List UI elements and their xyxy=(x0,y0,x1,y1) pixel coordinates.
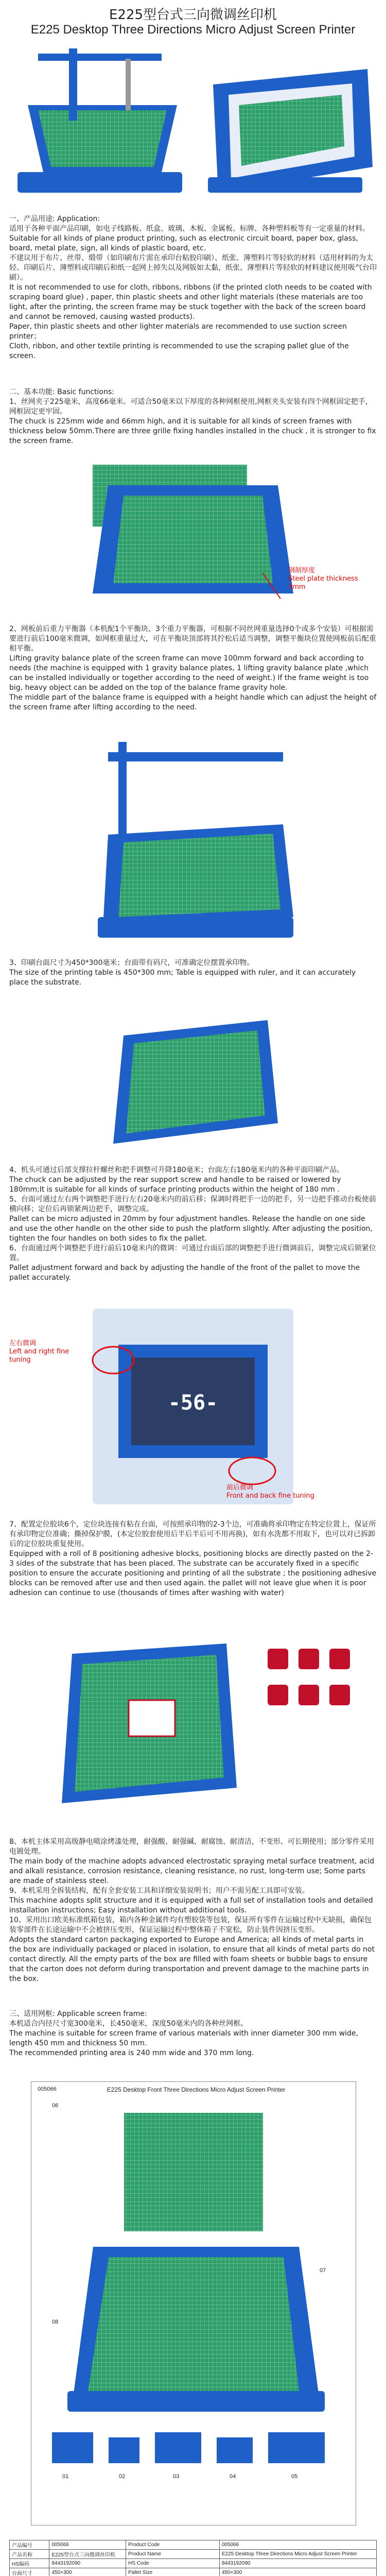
spec-cell: HS Code xyxy=(126,2559,220,2568)
basic-functions-section xyxy=(9,387,377,444)
balance-text: The middle part of the balance frame is equipped with a height handle which can adjust the height of the screen frame after lifting according to the need. xyxy=(9,693,377,711)
parts-diagram xyxy=(31,2081,356,2526)
balance-section xyxy=(9,624,377,727)
spec-cell: 450×300 xyxy=(49,2568,126,2576)
callout-zh: 钢制厚度 xyxy=(288,567,315,574)
part-label: 05 xyxy=(291,2473,298,2480)
hero-photo-right xyxy=(198,43,379,208)
positioning-text: Equipped with a roll of 8 positioning adhesive blocks, positioning blocks are directly pasted on the 2-3 sides of the substrate that has been placed. The substrate can be accurately fixed in a specific position to ensure the accurate positioning and printing of all the substrate ; the positioning adhesive blocks can be removed after use and then used again. the pallet will not leave glue when it is poor adhesion can continue to use (thousands of times after washing with water) xyxy=(9,1550,377,1597)
construction-section xyxy=(9,1837,377,2007)
adjustment-section xyxy=(9,1165,377,1294)
part-label: 02 xyxy=(119,2473,126,2480)
application-section xyxy=(9,214,377,384)
callout-en: Left and right fine tuning xyxy=(9,1348,69,1364)
frame-heading: 三、适用网框: Applicable screen frame: xyxy=(9,2010,147,2018)
pallet-photo xyxy=(103,1005,283,1159)
positioning-photo xyxy=(51,1623,247,1829)
application-text: It is not recommended to use for cloth, ribbons, ribbons (if the printed cloth needs to be coated with scraping board glue) , paper, thin plastic sheets and other light materials (these materials are too light, after the printing, the screen frame may be stuck together with the back of the screen board and cannot be removed, causing wasted products). xyxy=(9,283,372,321)
callout-value: 3mm xyxy=(288,583,306,591)
construction-text: The main body of the machine adopts advanced electrostatic spraying metal surface treatment, acid and alkali resistance, corrosion resistance, cleaning resistance, no rust, long-term use; Some parts are made of stainless steel. xyxy=(9,1857,375,1885)
callout-zh: 左右微调 xyxy=(9,1340,37,1347)
spec-row xyxy=(10,2550,377,2559)
frame-section xyxy=(9,2009,377,2076)
application-text: Suitable for all kinds of plane product printing, such as electronic circuit board, paper box, glass, board, metal plate, sign, all kinds of plastic board, etc. xyxy=(9,234,358,252)
construction-text: Adopts the standard carton packaging exported to Europe and America; all kinds of metal parts in the box are individually packaged or placed in isolation, to ensure that all kinds of metal parts do not contact directly. All the empty parts of the box are filled with foam sheets or bubble bags to ensure that the carton does not deform during transportation and prevent damage to the machine parts in the box. xyxy=(9,1936,375,1983)
spec-cell: E225 Desktop Three Directions Micro Adjust Screen Printer xyxy=(219,2550,376,2559)
front-back-callout xyxy=(226,1484,329,1500)
fine-tuning-diagram xyxy=(82,1298,304,1515)
spec-table xyxy=(9,2540,377,2576)
spec-cell: 台面尺寸 xyxy=(10,2568,49,2576)
frame-text: 本机适合内径尺寸宽300毫米，长450毫米，深度50毫米内的各种丝网框。 xyxy=(9,2020,248,2028)
frame-text: The machine is suitable for screen frame of various materials with inner diameter 300 mm wide, length 450 mm and thickness 50 mm. xyxy=(9,2029,358,2047)
machine-photo xyxy=(87,732,299,948)
adjustment-text: Pallet adjustment forward and back by adjusting the handle of the front of the pallet to move the pallet accurately. xyxy=(9,1264,360,1282)
application-heading: 一、产品用途: Application: xyxy=(9,215,100,223)
spec-row xyxy=(10,2559,377,2568)
part-label: 04 xyxy=(230,2473,236,2480)
application-text: 适用于各种平面产品印刷，如电子线路板、纸盒、玻璃、木板、金属板、标牌、各种塑料板等有一定重量的材料。 xyxy=(9,225,370,233)
hero-photo-left xyxy=(7,43,192,208)
positioning-text: 7、配置定位胶块6个，定位块连接有粘在台面，可按照承印物的2-3个边，可准确将承印物定在特定位置上，保证所有承印物定位准确；撕掉保护膜，(本定位胶套使用后半后半后可不用再换)，如有水洗都不用取下，也可以对已拆卸后的定位胶块重复使用。 xyxy=(9,1520,376,1548)
adjustment-text: 6、台面通过两个调整把手进行前后10毫米内的微调：可通过台面后部的调整把手进行微调前后，调整完成后锁紧位置。 xyxy=(9,1244,376,1262)
spec-cell: 产品名称 xyxy=(10,2550,49,2559)
construction-text: 10、采用出口欧美标准纸箱包装，箱内各种金属件均有塑胶袋等包装，保证所有零件在运输过程中无缺损，确保包装零部件在长途运输中不会被挤压变形，保证运输过程中整体箱子不宽松，防止装件因挤压变形。 xyxy=(9,1916,372,1934)
positioning-section xyxy=(9,1520,377,1618)
frame-text: The recommended printing area is 240 mm wide and 370 mm long. xyxy=(9,2049,254,2057)
functions-heading: 二、基本功能: Basic functions: xyxy=(9,388,114,396)
callout-en: Steel plate thickness xyxy=(288,575,358,583)
chuck-photo xyxy=(77,449,309,614)
functions-text: The chuck is 225mm wide and 66mm high, and it is suitable for all kinds of screen frames with thickness below 50mm.There are three grille fixing handles installed in the chuck , it is stronger to fix the screen frame. xyxy=(9,417,376,445)
balance-text: 2、网板前后重力平衡器（本机配1个平衡块、3个重力平衡器，可根据不同丝网重量选择0个或多个安装）可根据需要进行前后100毫米微调，如网框重量过大，可在平衡块顶部将其拧松后适当调整，调整平衡块位置使网板前后配重相平衡。 xyxy=(9,625,376,653)
part-label: 01 xyxy=(62,2473,69,2480)
spec-cell: Product Code xyxy=(126,2540,220,2550)
spec-cell: 005066 xyxy=(49,2540,126,2550)
construction-text: 9、本机采用全拆装结构，配有全套安装工具和详细安装说明书；用户不需另配工具即可安装。 xyxy=(9,1887,309,1895)
table-size-text: The size of the printing table is 450*300 mm; Table is equipped with ruler, and it can accurately place the substrate. xyxy=(9,969,356,987)
balance-text: Lifting gravity balance plate of the screen frame can move 100mm forward and back according to needs (the machine is equipped with 1 gravity balance plates, 1 lifting gravity balance plate ,which can be installed individually or together according to the need of weight.) If the frame weight is too big, heavy object can be added on the top of the balance frame gravity hole. xyxy=(9,654,369,692)
spec-cell: 产品编号 xyxy=(10,2540,49,2550)
construction-text: 8、本机主体采用高级静电喷涂烤漆处理，耐强酸、耐强碱、耐腐蚀、耐清洁，不变形、可长期使用；部分零件采用电镀处理。 xyxy=(9,1838,374,1856)
table-size-text: 3、印刷台面尺寸为450*300毫米；台面带有码尺，可准确定位摆置承印物。 xyxy=(9,959,254,967)
adjustment-text: Pallet can be micro adjusted in 20mm by four adjustment handles. Release the handle on one side and use the other handle on the other side to push the platform slightly. After adjusting the position, tighten the four handles on both sides to fix the pallet. xyxy=(9,1215,373,1243)
spec-cell: E225型台式三向微调丝印机 xyxy=(49,2550,126,2559)
application-text: Cloth, ribbon, and other textile printing is recommended to use the scraping pallet glue of the screen. xyxy=(9,342,349,360)
screen-digits: -56- xyxy=(168,1391,218,1415)
callout-en: Front and back fine tuning xyxy=(226,1492,314,1500)
adjustment-text: 5、台面可通过左右两个调整把手进行左右20毫米内的前后移；保调时将把手一边的把手，另一边把手推动台板使前横向移；定位后再锁紧两边把手，调整完成。 xyxy=(9,1195,376,1213)
spec-cell: 8443192090 xyxy=(219,2559,376,2568)
spec-cell: Pallet Size xyxy=(126,2568,220,2576)
adjustment-text: The chuck can be adjusted by the rear support screw and handle to be raised or lowered by 180mm;It is suitable for all kinds of surface printing products within the height of 180 mm . xyxy=(9,1176,341,1194)
spec-cell: 450×300 xyxy=(219,2568,376,2576)
part-label: 06 xyxy=(52,2103,59,2109)
callout-zh: 前后微调 xyxy=(226,1484,254,1492)
functions-text: 1、丝网夹子225毫米，高度66毫米。可适合50毫米以下厚度的各种网框使用,网框夹头安装有四个网框固定把手，网框固定更牢固。 xyxy=(9,398,373,416)
part-label: 03 xyxy=(173,2473,180,2480)
adhesive-pads-photo xyxy=(257,1638,360,1721)
adjustment-text: 4、机头可通过后部支撑拉杆螺丝和把手调整可升降180毫米；台面左右180毫米内的各种平面印刷产品。 xyxy=(9,1166,344,1174)
title-english: E225 Desktop Three Directions Micro Adjust Screen Printer xyxy=(30,23,356,37)
left-right-callout xyxy=(9,1340,86,1364)
table-size-section xyxy=(9,958,377,999)
spec-row xyxy=(10,2568,377,2576)
application-text: 不建议用于布片、丝带、缎带（如印刷布片需在承印台粘胶印刷）、纸张、薄塑料片等轻软的材料（适用材料的为太轻、印刷后片、薄塑料或印刷后和纸一起网上掉失以及网版如太黏，纸张、薄塑料片等轻软的材料建议使用吸气台印刷）。 xyxy=(9,254,377,282)
spec-row xyxy=(10,2540,377,2550)
part-label: 08 xyxy=(52,2319,59,2325)
spec-cell: HS编码 xyxy=(10,2559,49,2568)
diagram-title: E225 Desktop Front Three Directions Micro Adjust Screen Printer xyxy=(107,2086,286,2093)
spec-cell: 005066 xyxy=(219,2540,376,2550)
diagram-code: 005066 xyxy=(38,2086,57,2092)
steel-thickness-callout xyxy=(288,567,376,591)
construction-text: This machine adopts split structure and it is equipped with a full set of installation tools and detailed installation instructions; Easy installation without additional tools. xyxy=(9,1896,373,1914)
title-chinese: E225型台式三向微调丝印机 xyxy=(109,7,277,23)
spec-cell: Product Name xyxy=(126,2550,220,2559)
part-label: 07 xyxy=(320,2267,326,2274)
application-text: Paper, thin plastic sheets and other lighter materials are recommended to use suction screen printer； xyxy=(9,323,347,341)
spec-cell: 8443192090 xyxy=(49,2559,126,2568)
